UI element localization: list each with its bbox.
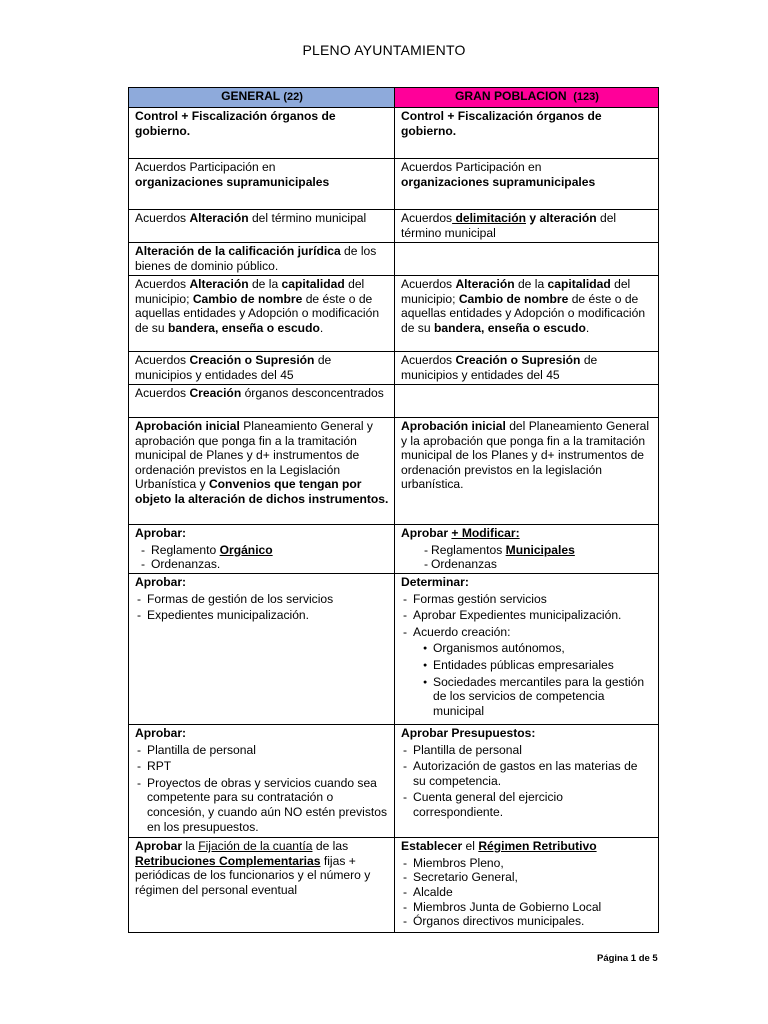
cell-text: de éste o de aquellas entidades y Adopción o modificación de su: [401, 291, 646, 335]
dash-list: [135, 743, 389, 835]
list-item: - Plantilla de personal: [401, 743, 653, 758]
cell-text: del Planeamiento General y la aprobación que ponga fin a la tramitación municipal de los Planes y d+ instrumentos de ordenación previstos en la legislación urbanística.: [401, 419, 650, 492]
cell-text: Acuerdos: [401, 277, 456, 291]
cell-text: Acuerdos: [401, 353, 456, 367]
cell-general: [129, 276, 395, 352]
table-row: [129, 574, 659, 725]
cell-text-bold: bandera, enseña o escudo: [433, 320, 586, 335]
cell-text-bold: y alteración: [526, 211, 597, 225]
page-number: Página 1 de 5: [597, 953, 658, 964]
cell-text-bold: Aprobar: [135, 839, 183, 854]
dash-list: [135, 543, 389, 572]
cell-gran-poblacion: [395, 352, 659, 385]
header-gran-poblacion-count: (123): [573, 91, 599, 103]
cell-text-bold: Alteración: [189, 277, 249, 291]
cell-text: Ordenanzas: [431, 557, 497, 572]
cell-text-bold: capitalidad: [281, 277, 345, 291]
table-row: [129, 210, 659, 243]
cell-general: [129, 838, 395, 933]
cell-text-bold: capitalidad: [547, 277, 611, 291]
cell-text: Ordenanzas.: [151, 557, 221, 572]
cell-general: [129, 418, 395, 525]
list-item: [401, 557, 653, 572]
cell-heading-underlined: Régimen Retributivo: [478, 839, 597, 854]
cell-text: Acuerdos: [135, 277, 190, 291]
cell-text: Acuerdos Participación en: [401, 160, 542, 174]
cell-text-bold: organizaciones supramunicipales: [401, 174, 596, 189]
header-general-label: GENERAL: [221, 89, 280, 103]
table-row: [129, 352, 659, 385]
cell-heading: Determinar:: [401, 575, 469, 589]
cell-gran-poblacion: [395, 418, 659, 525]
cell-general: [129, 243, 395, 276]
cell-general: [129, 725, 395, 838]
cell-gran-poblacion: [395, 159, 659, 210]
cell-heading-underlined: + Modificar:: [451, 526, 520, 540]
table-row: [129, 838, 659, 933]
cell-text: de la: [514, 277, 548, 291]
table-row: [129, 385, 659, 418]
table-row: [129, 159, 659, 210]
cell-text-underlined: Orgánico: [219, 542, 273, 557]
cell-general: [129, 352, 395, 385]
cell-text: del término municipal: [401, 211, 617, 240]
list-item: - Formas de gestión de los servicios: [135, 592, 389, 607]
cell-gran-poblacion: [395, 108, 659, 159]
dash-list: [401, 592, 653, 719]
list-item: - RPT: [135, 759, 389, 774]
cell-text-bold: Alteración: [189, 211, 249, 225]
list-item: [135, 557, 389, 572]
cell-general: [129, 108, 395, 159]
cell-gran-poblacion-empty: [395, 243, 659, 276]
cell-text: .: [319, 320, 324, 335]
cell-heading: Aprobar: [401, 526, 452, 540]
list-item: [401, 625, 653, 719]
cell-text-bold: organizaciones supramunicipales: [135, 174, 330, 189]
dash-list: [401, 856, 653, 929]
cell-text: Acuerdos: [135, 353, 190, 367]
header-gran-poblacion-label: GRAN POBLACION: [455, 89, 567, 103]
bullet-item: ● Organismos autónomos,: [413, 641, 653, 656]
dash-list: [401, 543, 653, 572]
cell-text-underlined: Retribuciones Complementarias: [135, 853, 321, 868]
list-item: - Plantilla de personal: [135, 743, 389, 758]
cell-text: la: [182, 839, 199, 854]
cell-gran-poblacion: [395, 210, 659, 243]
cell-text: del término municipal: [248, 211, 367, 225]
cell-text: del municipio;: [135, 277, 365, 306]
bullet-list: [413, 641, 653, 718]
cell-text: de municipios y entidades del 45: [401, 353, 598, 382]
cell-gran-poblacion: [395, 838, 659, 933]
table-row: [129, 418, 659, 525]
cell-gran-poblacion: [395, 725, 659, 838]
cell-heading: Aprobar:: [135, 726, 187, 740]
cell-heading: Establecer: [401, 839, 463, 854]
cell-text: Acuerdos Participación en: [135, 160, 276, 174]
cell-gran-poblacion: [395, 276, 659, 352]
header-gran-poblacion: [395, 88, 659, 108]
cell-text: de las: [312, 839, 349, 854]
cell-text: Reglamentos: [431, 542, 506, 557]
cell-text: Acuerdos: [401, 211, 453, 225]
list-item: - Formas gestión servicios: [401, 592, 653, 607]
cell-heading: Aprobar:: [135, 575, 187, 589]
cell-text: de la: [248, 277, 282, 291]
cell-text-underlined: Fijación de la cuantía: [198, 839, 313, 854]
cell-text: Planeamiento General y aprobación que ponga fin a la tramitación municipal de Planes y d+ instrumentos de ordenación previstos en la Legislación Urbanística y: [135, 419, 373, 492]
cell-text-bold: Aprobación inicial: [135, 419, 240, 433]
document-title: PLENO AYUNTAMIENTO: [302, 42, 466, 58]
cell-text: órganos desconcentrados: [241, 386, 384, 400]
list-item: - Miembros Pleno,: [401, 856, 653, 871]
cell-text-bold: Alteración: [455, 277, 515, 291]
header-general-count: (22): [283, 91, 303, 103]
cell-text: el: [462, 839, 479, 854]
cell-text: del municipio;: [401, 277, 631, 306]
cell-text: .: [585, 320, 590, 335]
dash-list: [135, 592, 389, 623]
list-item: - Alcalde: [401, 885, 653, 900]
bullet-item: ● Sociedades mercantiles para la gestión de los servicios de competencia municipal: [413, 675, 653, 719]
cell-heading: Aprobar Presupuestos:: [401, 726, 536, 740]
cell-text-bold: Cambio de nombre: [458, 291, 569, 306]
cell-text: Control + Fiscalización órganos de gobierno.: [401, 109, 602, 138]
cell-gran-poblacion: [395, 574, 659, 725]
table-row: [129, 276, 659, 352]
table-row: [129, 725, 659, 838]
cell-text: de los bienes de dominio público.: [135, 244, 377, 273]
cell-heading: Aprobar:: [135, 526, 187, 540]
cell-text: Control + Fiscalización órganos de gobierno.: [135, 109, 336, 138]
header-general: [129, 88, 395, 108]
cell-text-bold: Alteración de la calificación jurídica: [135, 244, 341, 258]
list-item: - Autorización de gastos en las materias de su competencia.: [401, 759, 653, 788]
cell-general: [129, 210, 395, 243]
cell-text-bold: Aprobación inicial: [401, 419, 506, 433]
table-header-row: [129, 88, 659, 108]
list-item: - Cuenta general del ejercicio correspondiente.: [401, 790, 653, 819]
cell-text-bold: Creación o Supresión: [455, 353, 581, 367]
cell-text-underlined: delimitación: [452, 211, 527, 225]
cell-text: de municipios y entidades del 45: [135, 353, 332, 382]
table-row: [129, 108, 659, 159]
dash-list: [401, 743, 653, 820]
list-item: - Aprobar Expedientes municipalización.: [401, 608, 653, 623]
list-item: - Proyectos de obras y servicios cuando sea competente para su contratación o concesión, y cuando aún NO estén previstos en los presupuestos.: [135, 776, 389, 834]
cell-text-bold: Cambio de nombre: [192, 291, 303, 306]
cell-gran-poblacion-empty: [395, 385, 659, 418]
comparison-table: [128, 87, 659, 933]
cell-text-bold: Creación: [189, 386, 242, 400]
list-item: - Órganos directivos municipales.: [401, 914, 653, 929]
cell-general: [129, 385, 395, 418]
cell-general: [129, 525, 395, 574]
cell-general: [129, 159, 395, 210]
cell-text-bold: Convenios que tengan por objeto la alteración de dichos instrumentos.: [135, 477, 389, 506]
cell-text-bold: Creación o Supresión: [189, 353, 315, 367]
cell-text: Reglamento: [151, 542, 220, 557]
bullet-item: ● Entidades públicas empresariales: [413, 658, 653, 673]
cell-text: Acuerdos: [135, 386, 190, 400]
list-item: [135, 543, 389, 558]
cell-text: Acuerdo creación:: [413, 624, 511, 639]
table-row: [129, 525, 659, 574]
list-item: [401, 543, 653, 558]
cell-text: fijas + periódicas de los funcionarios y el número y régimen del personal eventual: [135, 853, 371, 897]
cell-text: Acuerdos: [135, 211, 190, 225]
list-item: - Secretario General,: [401, 870, 653, 885]
cell-text-underlined: Municipales: [505, 542, 575, 557]
cell-general: [129, 574, 395, 725]
list-item: - Expedientes municipalización.: [135, 608, 389, 623]
cell-text: de éste o de aquellas entidades y Adopción o modificación de su: [135, 291, 380, 335]
cell-text-bold: bandera, enseña o escudo: [167, 320, 320, 335]
cell-gran-poblacion: [395, 525, 659, 574]
list-item: - Miembros Junta de Gobierno Local: [401, 900, 653, 915]
table-row: [129, 243, 659, 276]
